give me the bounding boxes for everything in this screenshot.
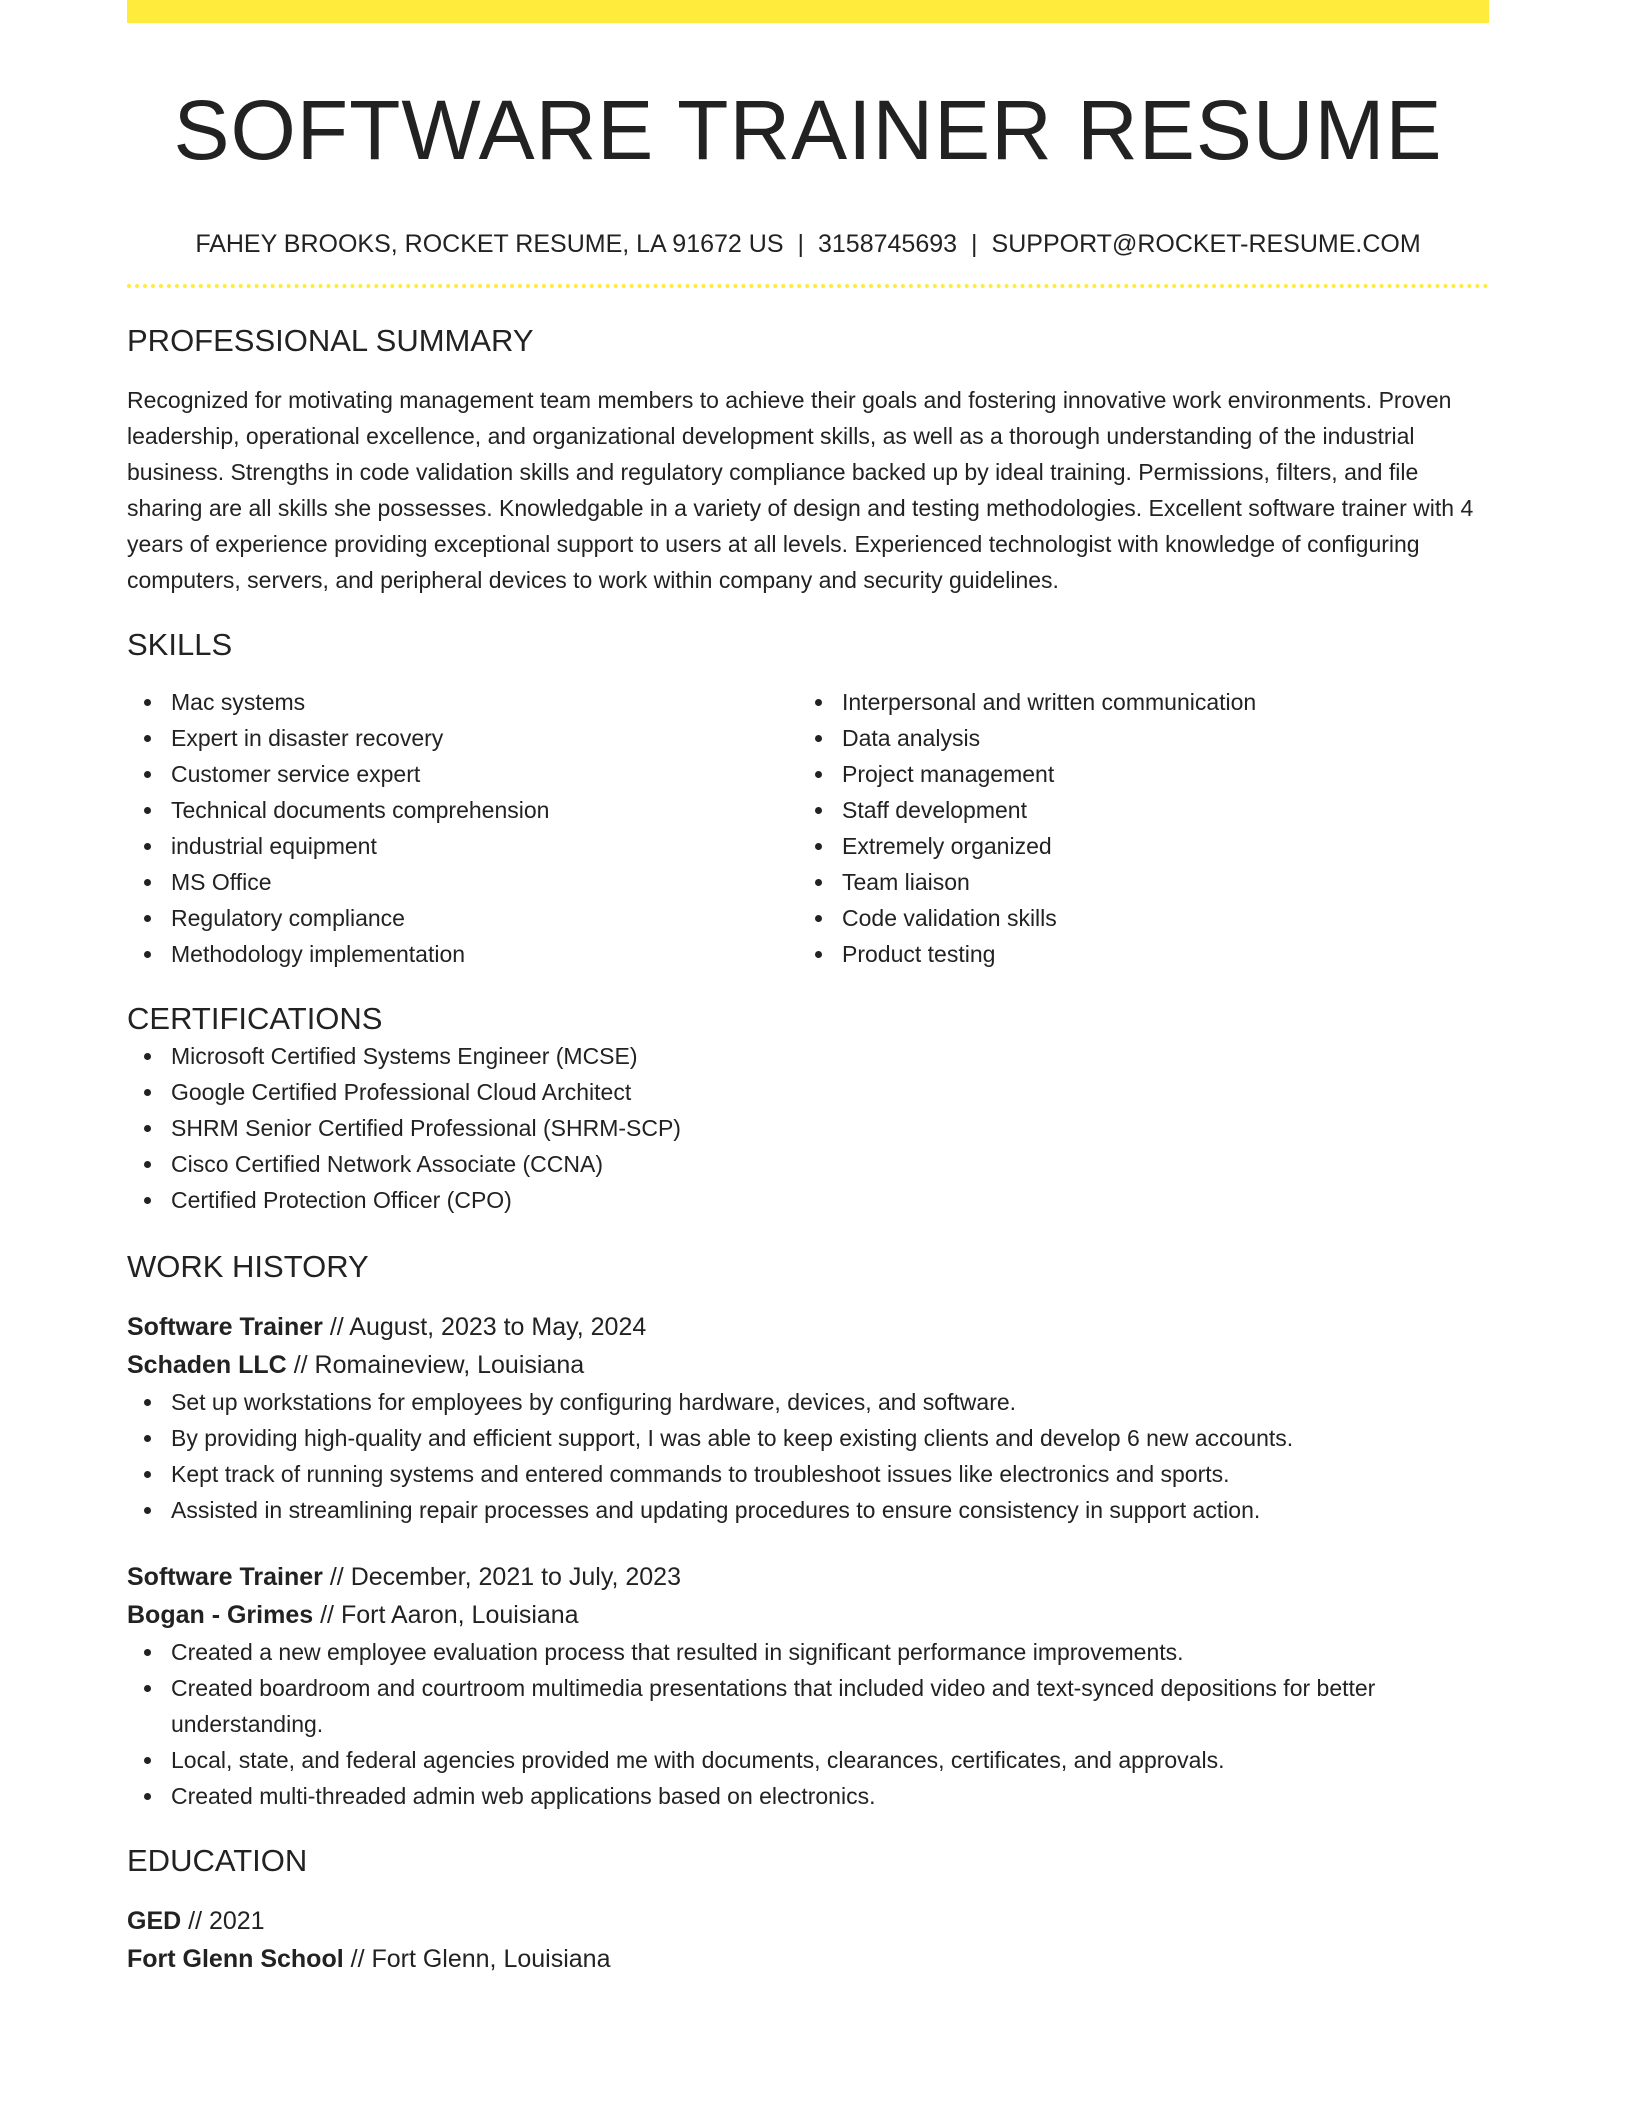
job-duty-item: Created multi-threaded admin web applications based on electronics. — [171, 1778, 1489, 1814]
job-title: Software Trainer — [127, 1313, 323, 1341]
certification-item: Google Certified Professional Cloud Architect — [171, 1074, 1489, 1110]
contact-line — [127, 228, 1489, 260]
resume-content — [127, 0, 1489, 1978]
education-location: // Fort Glenn, Louisiana — [343, 1945, 611, 1973]
skill-item: Extremely organized — [842, 828, 1469, 864]
skills-grid — [127, 684, 1489, 972]
job-title-line — [127, 1308, 1489, 1346]
education-year: // 2021 — [181, 1907, 265, 1935]
job-dates: // December, 2021 to July, 2023 — [322, 1563, 681, 1591]
education-entry — [127, 1902, 1489, 1978]
skill-item: Customer service expert — [171, 756, 798, 792]
certifications-heading: CERTIFICATIONS — [127, 1001, 383, 1036]
job-duty-item: Created boardroom and courtroom multimedia presentations that included video and text-synced depositions for better understanding. — [171, 1670, 1489, 1742]
contact-separator: | — [971, 230, 978, 258]
skill-item: Product testing — [842, 936, 1469, 972]
skills-list-right — [798, 684, 1469, 972]
skill-item: Mac systems — [171, 684, 798, 720]
skill-item: Staff development — [842, 792, 1469, 828]
certification-item: SHRM Senior Certified Professional (SHRM-SCP) — [171, 1110, 1489, 1146]
skill-item: Expert in disaster recovery — [171, 720, 798, 756]
certifications-list — [127, 1038, 1489, 1218]
dotted-divider — [127, 284, 1489, 288]
skill-item: Data analysis — [842, 720, 1469, 756]
skills-heading: SKILLS — [127, 627, 233, 662]
education-school: Fort Glenn School — [127, 1945, 344, 1973]
skill-item: Project management — [842, 756, 1469, 792]
education-degree-line — [127, 1902, 1489, 1940]
education-school-line — [127, 1940, 1489, 1978]
skills-column-left — [127, 684, 798, 972]
job-dates: // August, 2023 to May, 2024 — [322, 1313, 647, 1341]
job-duty-item: By providing high-quality and efficient support, I was able to keep existing clients and develop 6 new accounts. — [171, 1420, 1489, 1456]
job-title: Software Trainer — [127, 1563, 323, 1591]
job-duties-list — [127, 1384, 1489, 1528]
education-heading: EDUCATION — [127, 1843, 308, 1878]
skill-item: Code validation skills — [842, 900, 1469, 936]
skills-list-left — [127, 684, 798, 972]
job-title-line — [127, 1558, 1489, 1596]
job-company-line — [127, 1346, 1489, 1384]
job-company: Schaden LLC — [127, 1351, 287, 1379]
skill-item: Team liaison — [842, 864, 1469, 900]
skill-item: Methodology implementation — [171, 936, 798, 972]
contact-phone: 3158745693 — [818, 230, 958, 258]
job-duty-item: Assisted in streamlining repair processes and updating procedures to ensure consistency in support action. — [171, 1492, 1489, 1528]
skill-item: industrial equipment — [171, 828, 798, 864]
resume-title: SOFTWARE TRAINER RESUME — [173, 83, 1443, 177]
skills-column-right — [798, 684, 1469, 972]
summary-heading: PROFESSIONAL SUMMARY — [127, 323, 534, 358]
work-history-heading: WORK HISTORY — [127, 1249, 369, 1284]
skill-item: Regulatory compliance — [171, 900, 798, 936]
job-duties-list — [127, 1634, 1489, 1814]
job-company: Bogan - Grimes — [127, 1601, 314, 1629]
job-entry — [127, 1558, 1489, 1814]
contact-separator: | — [797, 230, 804, 258]
certification-item: Certified Protection Officer (CPO) — [171, 1182, 1489, 1218]
education-degree: GED — [127, 1907, 182, 1935]
job-duty-item: Set up workstations for employees by configuring hardware, devices, and software. — [171, 1384, 1489, 1420]
skill-item: Interpersonal and written communication — [842, 684, 1469, 720]
job-duty-item: Local, state, and federal agencies provided me with documents, clearances, certificates, and approvals. — [171, 1742, 1489, 1778]
certification-item: Cisco Certified Network Associate (CCNA) — [171, 1146, 1489, 1182]
contact-email: SUPPORT@ROCKET-RESUME.COM — [991, 230, 1421, 258]
job-entry — [127, 1308, 1489, 1528]
summary-text: Recognized for motivating management team members to achieve their goals and fostering innovative work environments. Proven leadership, operational excellence, and organizational development skills, as well as a thorough understanding of the industrial business. Strengths in code validation skills and regulatory compliance backed up by ideal training. Permissions, filters, and file sharing are all skills she possesses. Knowledgable in a variety of design and testing methodologies. Excellent software trainer with 4 years of experience providing exceptional support to users at all levels. Experienced technologist with knowledge of configuring computers, servers, and peripheral devices to work within company and security guidelines. — [127, 387, 1474, 593]
skill-item: MS Office — [171, 864, 798, 900]
contact-address: FAHEY BROOKS, ROCKET RESUME, LA 91672 US — [195, 230, 784, 258]
job-duty-item: Created a new employee evaluation process that resulted in significant performance improvements. — [171, 1634, 1489, 1670]
skill-item: Technical documents comprehension — [171, 792, 798, 828]
certification-item: Microsoft Certified Systems Engineer (MCSE) — [171, 1038, 1489, 1074]
job-location: // Fort Aaron, Louisiana — [313, 1601, 579, 1629]
job-location: // Romaineview, Louisiana — [286, 1351, 585, 1379]
job-duty-item: Kept track of running systems and entered commands to troubleshoot issues like electronics and sports. — [171, 1456, 1489, 1492]
job-company-line — [127, 1596, 1489, 1634]
